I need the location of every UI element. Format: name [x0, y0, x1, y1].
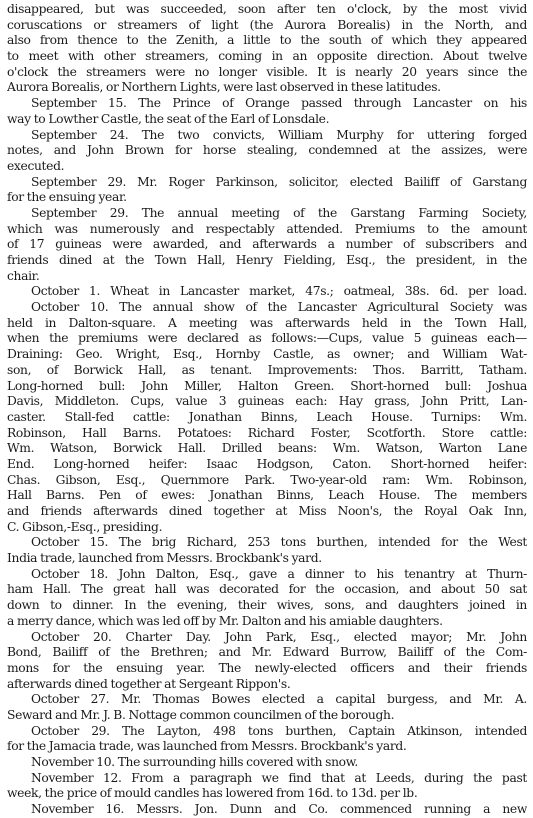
- text-line: Davis, Middleton. Cups, value 3 guineas each: Hay grass, John Pritt, Lan-: [7, 394, 527, 409]
- text-line: disappeared, but was succeeded, soon after ten o'clock, by the most vivid: [7, 2, 527, 16]
- text-line: coruscations or streamers of light (the Aurora Borealis) in the North, and: [7, 17, 527, 32]
- text-line: Hall Barns. Pen of ewes: Jonathan Binns, Leach House. The members: [7, 488, 527, 503]
- text-line: week, the price of mould candles has lowered from 16d. to 13d. per lb.: [7, 786, 418, 801]
- text-line: Chas. Gibson, Esq., Quernmore Park. Two-year-old ram: Wm. Robinson,: [7, 472, 527, 487]
- text-line: Bond, Bailiff of the Brethren; and Mr. Edward Burrow, Bailiff of the Com-: [7, 645, 527, 660]
- text-line: C. Gibson,-Esq., presiding.: [7, 519, 163, 534]
- text-line: of 17 guineas were awarded, and afterwards a number of subscribers and: [7, 237, 527, 252]
- entry-nov-10: November 10. The surrounding hills covered with snow.: [31, 755, 358, 769]
- text-line: Robinson, Hall Barns. Potatoes: Richard Foster, Scotforth. Store cattle:: [7, 425, 527, 440]
- entry-oct-29: October 29. The Layton, 498 tons burthen, Captain Atkinson, intended: [31, 723, 527, 738]
- text-line: mons for the ensuing year. The newly-elected officers and their friends: [7, 660, 527, 675]
- text-line: ham Hall. The great hall was decorated for the occasion, and about 50 sat: [7, 582, 527, 597]
- entry-sept-15: September 15. The Prince of Orange passed through Lancaster on his: [31, 96, 527, 111]
- entry-oct-27: October 27. Mr. Thomas Bowes elected a capital burgess, and Mr. A.: [31, 692, 527, 707]
- text-line: Long-horned bull: John Miller, Halton Green. Short-horned bull: Joshua: [7, 378, 527, 393]
- text-line: Wm. Watson, Borwick Hall. Drilled beans: Wm. Watson, Warton Lane: [7, 441, 527, 456]
- text-line: for the ensuing year.: [7, 190, 127, 205]
- entry-oct-1: October 1. Wheat in Lancaster market, 47s.; oatmeal, 38s. 6d. per load.: [31, 284, 527, 299]
- text-line: son, of Borwick Hall, as tenant. Improvements: Thos. Barritt, Tatham.: [7, 362, 527, 377]
- entry-oct-20: October 20. Charter Day. John Park, Esq., elected mayor; Mr. John: [31, 629, 527, 644]
- text-line: Seward and Mr. J. B. Nottage common councilmen of the borough.: [7, 707, 395, 722]
- entry-sept-29-farming: September 29. The annual meeting of the Garstang Farming Society,: [31, 205, 527, 220]
- text-line: India trade, launched from Messrs. Brockbank's yard.: [7, 551, 322, 566]
- text-line: when the premiums were declared as follows:—Cups, value 5 guineas each—: [7, 331, 527, 346]
- text-line: to meet with other streamers, coming in an opposite direction. About twelve: [7, 49, 527, 64]
- text-line: o'clock the streamers were no longer visible. It is nearly 20 years since the: [7, 64, 527, 79]
- text-line: caster. Stall-fed cattle: Jonathan Binns, Leach House. Turnips: Wm.: [7, 409, 527, 424]
- text-line: afterwards dined together at Sergeant Rippon's.: [7, 676, 291, 691]
- text-line: executed.: [7, 158, 65, 173]
- entry-sept-29-bailiff: September 29. Mr. Roger Parkinson, solicitor, elected Bailiff of Garstang: [31, 174, 527, 189]
- entry-oct-18: October 18. John Dalton, Esq., gave a dinner to his tenantry at Thurn-: [31, 566, 527, 581]
- entry-oct-10: October 10. The annual show of the Lancaster Agricultural Society was: [31, 300, 527, 315]
- entry-nov-12: November 12. From a paragraph we find that at Leeds, during the past: [31, 770, 527, 785]
- text-line: Draining: Geo. Wright, Esq., Hornby Castle, as owner; and William Wat-: [7, 347, 527, 362]
- text-line: which was numerously and respectably attended. Premiums to the amount: [7, 221, 527, 236]
- text-line: End. Long-horned heifer: Isaac Hodgson, Caton. Short-horned heifer:: [7, 456, 527, 471]
- text-line: a merry dance, which was led off by Mr. Dalton and his amiable daughters.: [7, 613, 443, 628]
- text-line: for the Jamacia trade, was launched from Messrs. Brockbank's yard.: [7, 739, 407, 754]
- entry-sept-24: September 24. The two convicts, William Murphy for uttering forged: [31, 127, 527, 142]
- text-line: down to dinner. In the evening, their wives, sons, and daughters joined in: [7, 598, 527, 613]
- text-line: way to Lowther Castle, the seat of the Earl of Lonsdale.: [7, 111, 330, 126]
- text-line: also from thence to the Zenith, a little to the south of which they appeared: [7, 33, 527, 48]
- text-line: held in Dalton-square. A meeting was afterwards held in the Town Hall,: [7, 315, 527, 330]
- entry-oct-15: October 15. The brig Richard, 253 tons burthen, intended for the West: [31, 535, 527, 550]
- entry-nov-16: November 16. Messrs. Jon. Dunn and Co. commenced running a new: [31, 802, 527, 817]
- text-line: friends dined at the Town Hall, Henry Fielding, Esq., the president, in the: [7, 253, 527, 267]
- text-line: notes, and John Brown for horse stealing, condemned at the assizes, were: [7, 143, 527, 158]
- text-line: chair.: [7, 268, 40, 283]
- text-line: and friends afterwards dined together at Miss Noon's, the Royal Oak Inn,: [7, 504, 527, 518]
- text-line: Aurora Borealis, or Northern Lights, were last observed in these latitudes.: [7, 80, 441, 95]
